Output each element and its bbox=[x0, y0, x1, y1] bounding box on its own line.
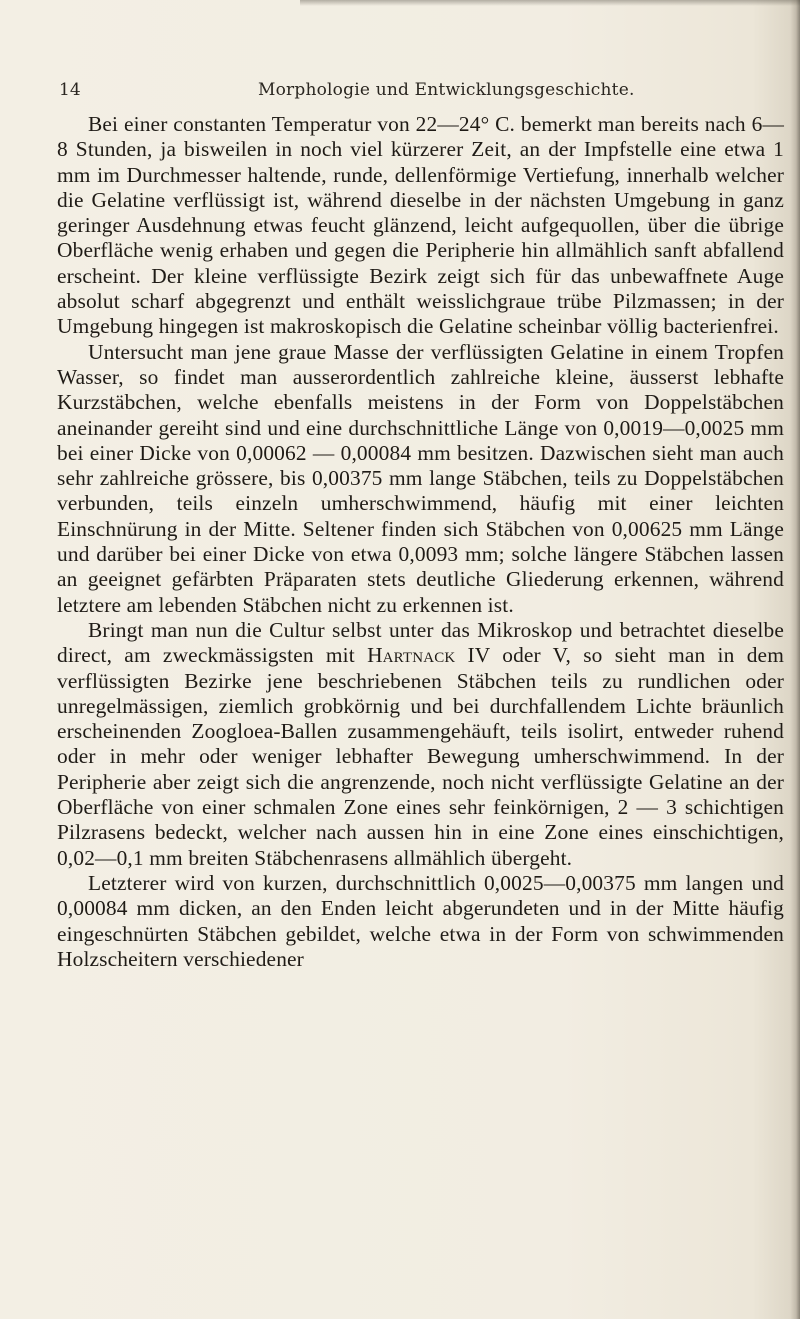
paragraph-3-text-after: IV oder V, so sieht man in dem verflüssigten Bezirke jene beschriebenen Stäbchen teils zu rundlichen oder unregelmässigen, ziemlich grobkörnig und bei durchfallendem Lichte bräunlich erscheinenden Zoogloea-Ballen zusammengehäuft, teils isolirt, entweder ruhend oder in mehr oder weniger lebhafter Bewegung umherschwimmend. In der Peripherie aber zeigt sich die angrenzende, noch nicht verflüssigte Gelatine an der Oberfläche von einer schmalen Zone eines sehr feinkörnigen, 2 — 3 schichtigen Pilzrasens bedeckt, welcher nach aussen hin in eine Zone eines einschichtigen, 0,02—0,1 mm breiten Stäbchenrasens allmählich übergeht. bbox=[57, 643, 784, 870]
paragraph-2: Untersucht man jene graue Masse der verflüssigten Gelatine in einem Tropfen Wasser, so findet man ausserordentlich zahlreiche kleine, äusserst lebhafte Kurzstäbchen, welche ebenfalls meistens in der Form von Doppelstäbchen aneinander gereiht sind und eine durchschnittliche Länge von 0,0019—0,0025 mm bei einer Dicke von 0,00062 — 0,00084 mm besitzen. Dazwischen sieht man auch sehr zahlreiche grössere, bis 0,00375 mm lange Stäbchen, teils zu Doppelstäbchen verbunden, teils einzeln umherschwimmend, häufig mit einer leichten Einschnürung in der Mitte. Seltener finden sich Stäbchen von 0,00625 mm Länge und darüber bei einer Dicke von etwa 0,0093 mm; solche längere Stäbchen lassen an geeignet gefärbten Präparaten stets deutliche Gliederung erkennen, während letztere am lebenden Stäbchen nicht zu erkennen ist. bbox=[57, 339, 784, 617]
paragraph-1: Bei einer constanten Temperatur von 22—24° C. bemerkt man bereits nach 6—8 Stunden, ja bisweilen in noch viel kürzerer Zeit, an der Impfstelle eine etwa 1 mm im Durchmesser haltende, runde, dellenförmige Vertiefung, innerhalb welcher die Gelatine verflüssigt ist, während dieselbe in der nächsten Umgebung in ganz geringer Ausdehnung etwas feucht glänzend, leicht aufgequollen, über die übrige Oberfläche wenig erhaben und gegen die Peripherie hin allmählich sanft abfallend erscheint. Der kleine verflüssigte Bezirk zeigt sich für das unbewaffnete Auge absolut scharf abgegrenzt und enthält weisslichgraue trübe Pilzmassen; in der Umgebung hingegen ist makroskopisch die Gelatine scheinbar völlig bacterienfrei. bbox=[57, 112, 784, 339]
running-head: Morphologie und Entwicklungsgeschichte. bbox=[258, 80, 635, 100]
page-header bbox=[0, 80, 800, 104]
paragraph-4: Letzterer wird von kurzen, durchschnittlich 0,0025—0,00375 mm langen und 0,00084 mm dicken, an den Enden leicht abgerundeten und in der Mitte häufig eingeschnürten Stäbchen gebildet, welche etwa in der Form von schwimmenden Holzscheitern verschiedener bbox=[57, 870, 784, 971]
paragraph-3 bbox=[57, 618, 784, 871]
page-number: 14 bbox=[59, 80, 81, 100]
body-text bbox=[57, 112, 784, 972]
page-binding-edge bbox=[790, 0, 800, 1319]
author-name-hartnack: Hartnack bbox=[367, 643, 456, 668]
paragraph-3-text-before: Bringt man nun die Cultur selbst unter das Mikroskop und betrachtet dieselbe direct, am zweckmässigsten mit bbox=[57, 617, 784, 668]
page-top-shadow bbox=[300, 0, 800, 6]
